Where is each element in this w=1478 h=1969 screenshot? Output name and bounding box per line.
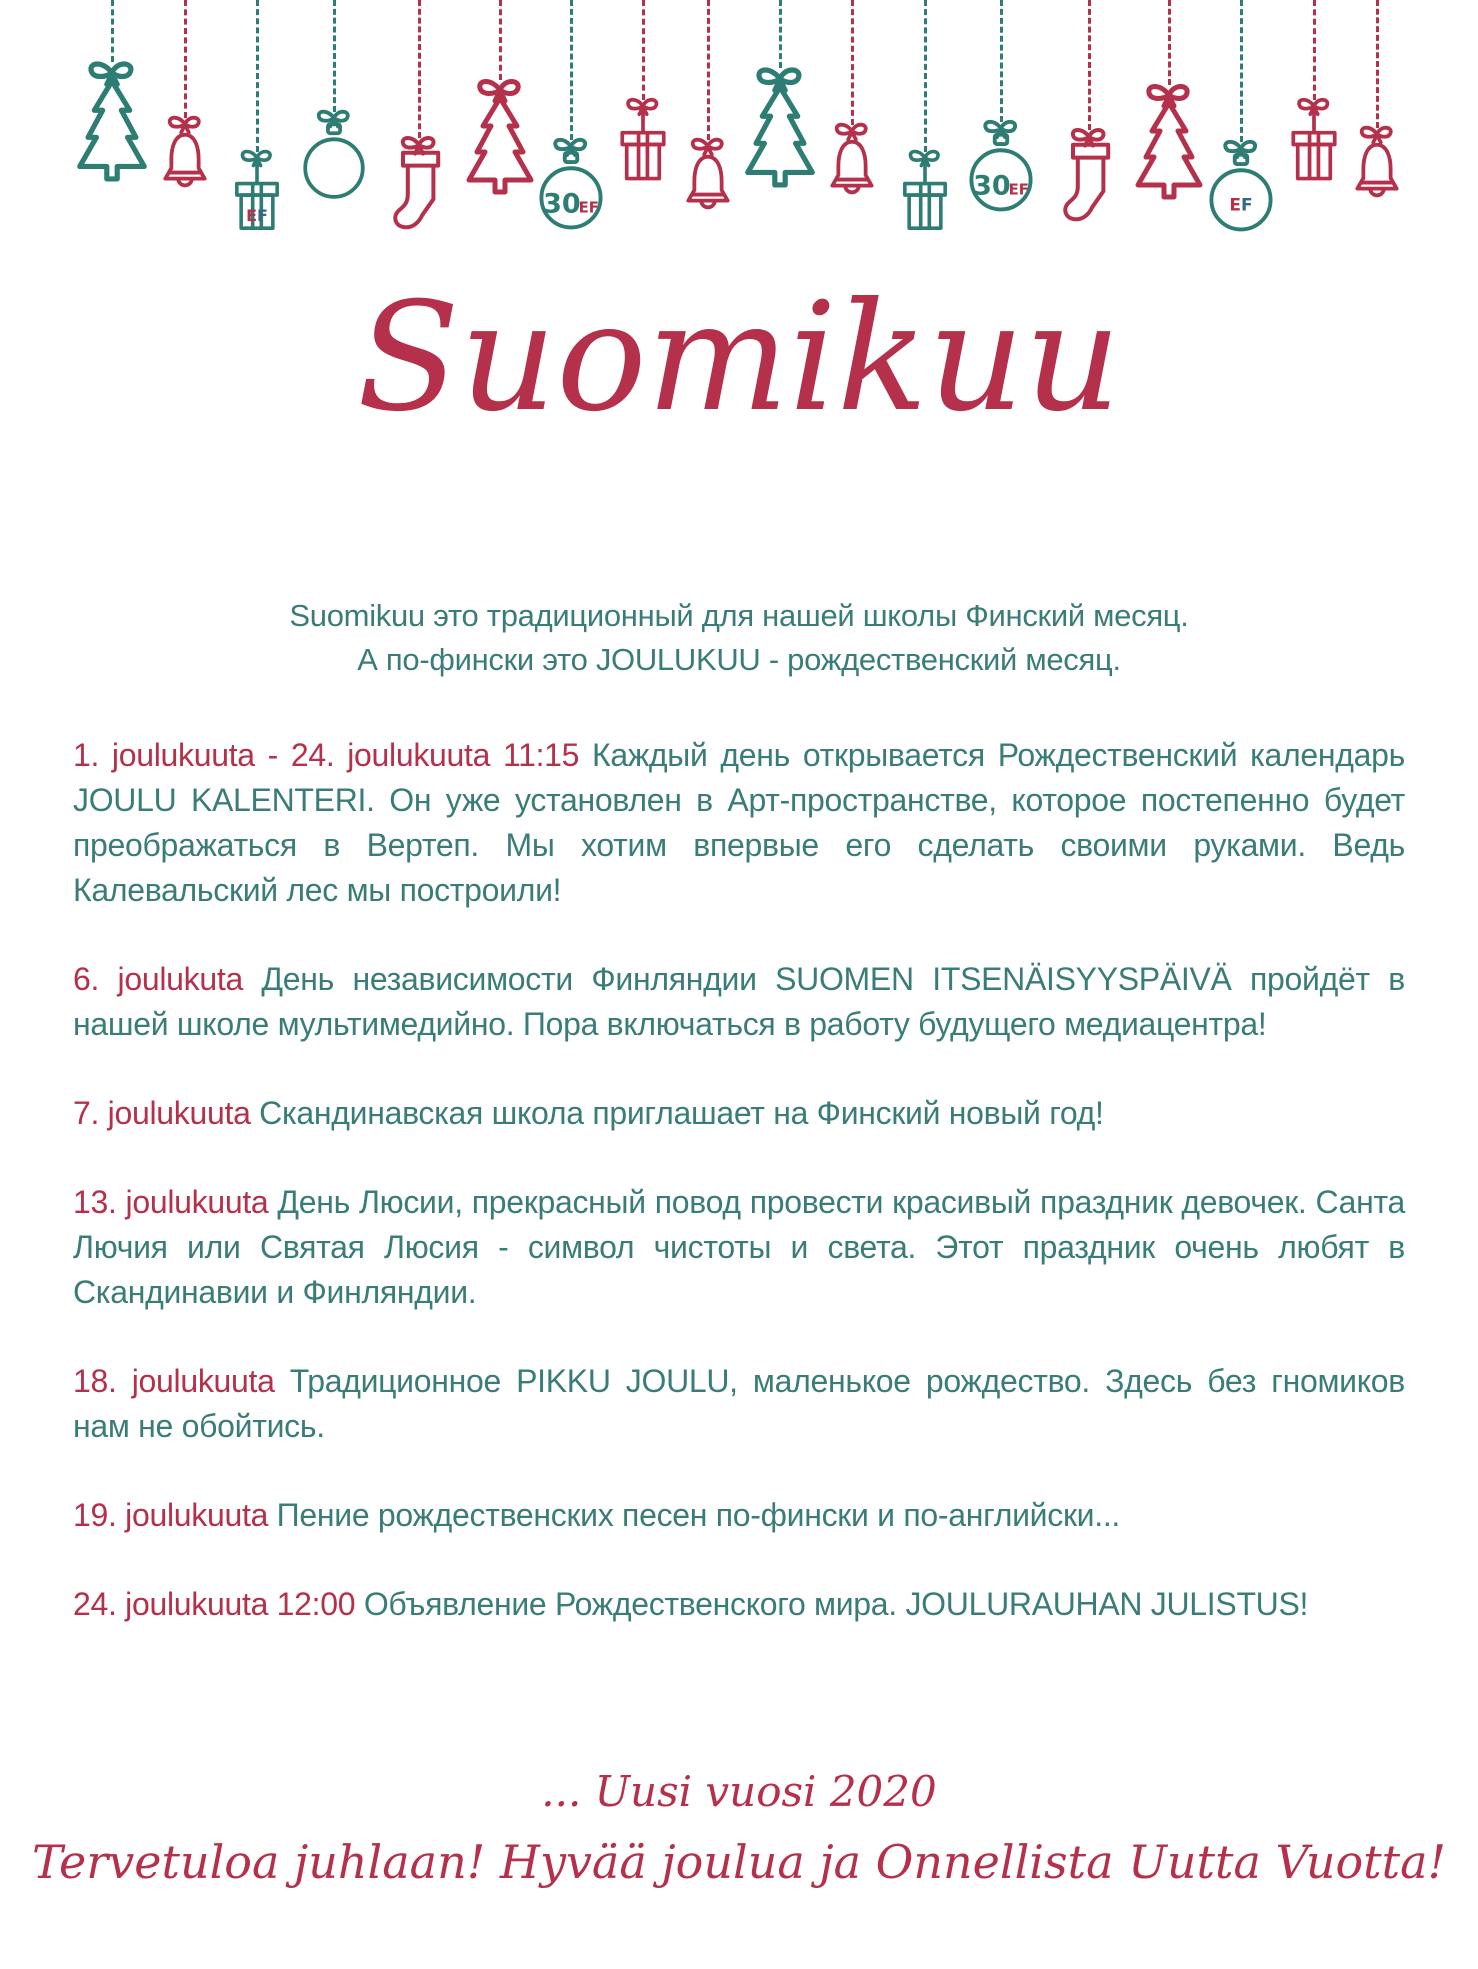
event-text: Пение рождественских песен по-фински и по-английски... (276, 1497, 1121, 1533)
hanging-string (184, 0, 187, 118)
event-text: Каждый день открывается Рождественский календарь JOULU KALENTERI. Он уже установлен в Арт-пространстве, которое постепенно будет преображаться в Вертеп. Мы хотим впервые его сделать своими руками. Ведь Калевальский лес мы построили! (73, 737, 1405, 908)
stocking-ornament (379, 0, 459, 244)
event-date: 13. joulukuuta (73, 1184, 269, 1220)
stocking-ornament (1049, 0, 1129, 236)
event-list (73, 733, 1405, 1671)
stocking-icon (1049, 124, 1129, 236)
ef-logo: EF (1229, 195, 1253, 216)
bell-icon (814, 119, 890, 225)
event-date: 1. joulukuuta - 24. joulukuuta 11:15 (73, 737, 580, 773)
hanging-string (570, 0, 573, 140)
event-item-2 (73, 957, 1405, 1047)
hanging-string (333, 0, 336, 112)
bauble-ornament (1202, 0, 1280, 245)
new-year-script-line: ... Uusi vuosi 2020 (541, 1767, 937, 1816)
hanging-string (1000, 0, 1003, 122)
hanging-string (1088, 0, 1091, 130)
gift-icon (889, 146, 961, 247)
bell-icon (147, 112, 223, 218)
anniversary-30-logo: 30EF (543, 188, 599, 220)
anniversary-30-logo: 30EF (973, 170, 1029, 202)
footer-greetings (0, 1762, 1478, 1896)
event-text: Объявление Рождественского мира. JOULURAUHAN JULISTUS! (363, 1586, 1309, 1622)
hanging-string (499, 0, 502, 80)
hanging-string (642, 0, 645, 100)
hanging-string (1240, 0, 1243, 142)
intro-line-2: А по-фински это JOULUKUU - рождественский месяц. (357, 642, 1121, 677)
event-text: Традиционное PIKKU JOULU, маленькое рождество. Здесь без гномиков нам не обойтись. (73, 1363, 1405, 1444)
page-title: Suomikuu (357, 271, 1121, 445)
bauble-icon (1202, 136, 1280, 245)
hanging-string (256, 0, 259, 152)
bell-ornament (147, 0, 223, 218)
ef-logo: EF (246, 206, 268, 225)
ornament-garland (0, 0, 1478, 260)
event-item-5 (73, 1359, 1405, 1449)
bell-ornament (814, 0, 890, 225)
event-text: Скандинавская школа приглашает на Финский новый год! (259, 1095, 1104, 1131)
bauble-ornament (532, 0, 610, 243)
event-date: 18. joulukuuta (73, 1363, 275, 1399)
event-item-4 (73, 1180, 1405, 1315)
event-item-1 (73, 733, 1405, 913)
bauble-icon (296, 106, 372, 212)
gift-ornament (889, 0, 961, 247)
event-text: День Люсии, прекрасный повод провести красивый праздник девочек. Санта Лючия или Святая Люсия - символ чистоты и света. Этот праздник очень любят в Скандинавии и Финляндии. (73, 1184, 1405, 1310)
hanging-string (707, 0, 710, 140)
bell-icon (1339, 122, 1415, 228)
gift-icon (606, 94, 680, 198)
bauble-ornament (962, 0, 1040, 225)
event-text: День независимости Финляндии SUOMEN ITSENÄISYYSPÄIVÄ пройдёт в нашей школе мультимедийно. Пора включаться в работу будущего медиацентра! (73, 961, 1405, 1042)
gift-ornament (221, 0, 293, 247)
event-date: 19. joulukuuta (73, 1497, 269, 1533)
event-date: 7. joulukuuta (73, 1095, 251, 1131)
gift-ornament (606, 0, 680, 198)
event-date: 24. joulukuuta 12:00 (73, 1586, 356, 1622)
hanging-string (418, 0, 421, 138)
intro-text (73, 594, 1405, 682)
event-item-6 (73, 1493, 1405, 1538)
intro-line-1: Suomikuu это традиционный для нашей школы Финский месяц. (289, 598, 1189, 633)
hanging-string (779, 0, 782, 68)
hanging-string (1168, 0, 1171, 85)
event-item-7 (73, 1582, 1405, 1627)
hanging-string (111, 0, 114, 62)
hanging-string (1313, 0, 1316, 100)
stocking-icon (379, 132, 459, 244)
bauble-ornament (296, 0, 372, 212)
gift-icon (221, 146, 293, 247)
event-date: 6. joulukuta (73, 961, 243, 997)
hanging-string (851, 0, 854, 125)
hanging-string (1376, 0, 1379, 128)
greeting-script-line: Tervetuloa juhlaan! Hyvää joulua ja Onnellista Uutta Vuotta! (31, 1834, 1447, 1889)
event-item-3 (73, 1091, 1405, 1136)
hanging-string (924, 0, 927, 152)
bell-ornament (1339, 0, 1415, 228)
